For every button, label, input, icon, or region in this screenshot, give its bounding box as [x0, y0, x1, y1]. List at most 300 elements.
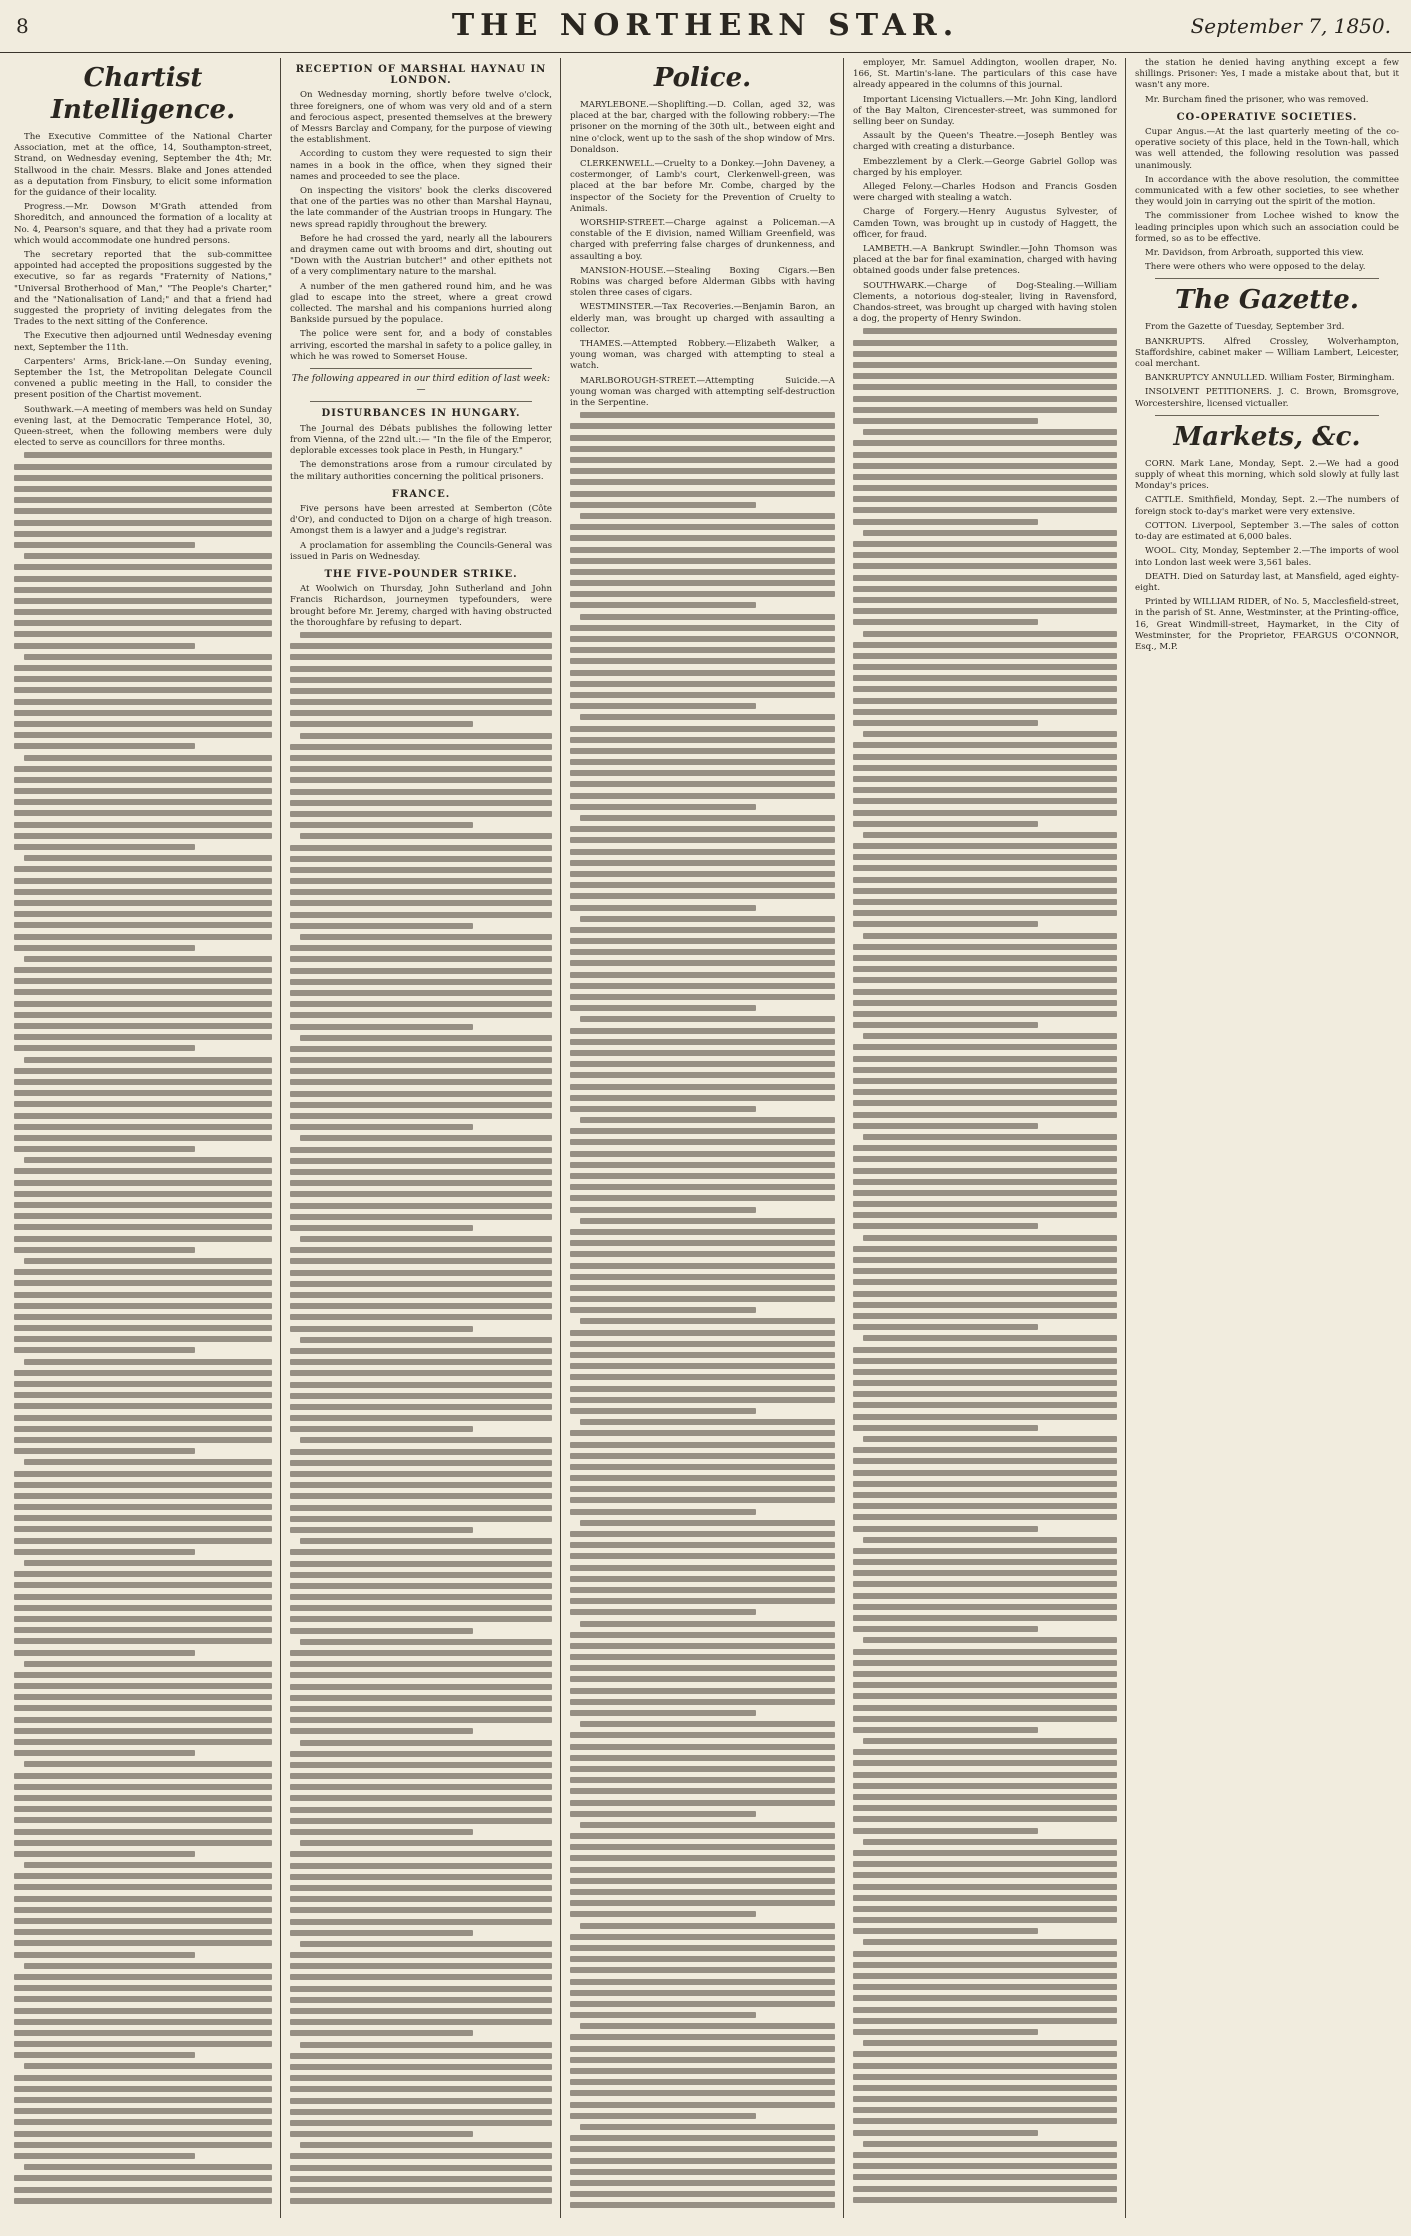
article-paragraph: THAMES.—Attempted Robbery.—Elizabeth Walker, a young woman, was charged with attempting to steal a watch. [570, 339, 835, 372]
text-line [14, 531, 272, 537]
text-line [570, 960, 835, 966]
text-line [14, 620, 272, 626]
text-line [570, 2079, 835, 2085]
text-line [853, 1145, 1117, 1151]
text-line [853, 1884, 1117, 1890]
column-rule [280, 58, 281, 2218]
text-line [570, 703, 756, 709]
text-line [14, 2108, 272, 2114]
text-line [14, 643, 195, 649]
text-line [14, 1907, 272, 1913]
text-line [570, 793, 835, 799]
article-paragraph: the station he denied having anything except a few shillings. Prisoner: Yes, I made a mistake about that, but it wasn't any more. [1135, 58, 1399, 91]
text-line [570, 1598, 835, 1604]
article-paragraph: The demonstrations arose from a rumour circulated by the military authorities concerning the political prisoners. [290, 460, 552, 482]
text-line [853, 810, 1117, 816]
text-line [290, 912, 552, 918]
article-paragraph: Carpenters' Arms, Brick-lane.—On Sunday evening, September the 1st, the Metropolitan Delegate Council convened a public meeting in the Hall, to consider the present position of the Chartist movement. [14, 356, 272, 401]
text-line [14, 1113, 272, 1119]
text-line [14, 810, 272, 816]
text-line [290, 2019, 552, 2025]
text-line [570, 1710, 756, 1716]
text-line [14, 1952, 195, 1958]
text-line [580, 1721, 835, 1727]
text-line [290, 1191, 552, 1197]
text-line [14, 743, 195, 749]
text-line [14, 1381, 272, 1387]
text-line [853, 742, 1117, 748]
text-line [570, 1374, 835, 1380]
text-line [570, 1788, 835, 1794]
text-line [853, 664, 1117, 670]
article-paragraph: Important Licensing Victuallers.—Mr. John King, landlord of the Bay Malton, Cirencester-street, was summoned for selling beer on Sunday. [853, 94, 1117, 128]
text-line [14, 1303, 272, 1309]
text-line [853, 1000, 1117, 1006]
text-line [853, 888, 1117, 894]
text-line [853, 1190, 1117, 1196]
article-paragraph: Charge of Forgery.—Henry Augustus Sylvester, of Camden Town, was brought up in custody of Haggett, the officer, for fraud. [853, 207, 1117, 240]
text-line [14, 1627, 272, 1633]
text-line [570, 2202, 835, 2208]
text-line [570, 1251, 835, 1257]
divider [1155, 278, 1379, 279]
text-line [290, 1751, 552, 1757]
text-line [570, 1688, 835, 1694]
text-line [290, 1549, 552, 1555]
text-line [570, 602, 756, 608]
text-line [853, 1772, 1117, 1778]
text-line [570, 1151, 835, 1157]
text-line [290, 1303, 552, 1309]
text-line [570, 1509, 756, 1515]
text-line [570, 1229, 835, 1235]
text-line [290, 945, 552, 951]
text-line [570, 1654, 835, 1660]
article-paragraph: On inspecting the visitors' book the clerks discovered that one of the parties was no other than Marshal Haynau, the late commander of the Austrian troops in Hungary. The news spread rapidly throughout the brewery. [290, 186, 552, 230]
text-line [14, 1034, 272, 1040]
text-line [853, 1268, 1117, 1274]
text-line [14, 833, 272, 839]
text-line [14, 1638, 272, 1644]
text-line [570, 591, 835, 597]
text-line [570, 1095, 835, 1101]
text-line [853, 843, 1117, 849]
article-paragraph: DEATH. Died on Saturday last, at Mansfield, aged eighty-eight. [1135, 571, 1399, 593]
text-line [290, 800, 552, 806]
text-line [853, 2174, 1117, 2180]
article-paragraph: The police were sent for, and a body of constables arriving, escorted the marshal in safety to a police galley, in which he was rowed to Somerset House. [290, 329, 552, 362]
text-line [290, 1717, 552, 1723]
text-line [14, 1594, 272, 1600]
text-line [24, 1258, 272, 1264]
text-line [853, 440, 1117, 446]
text-line [14, 1280, 272, 1286]
text-line [853, 977, 1117, 983]
article-paragraph: Southwark.—A meeting of members was held on Sunday evening last, at the Democratic Temperance Hotel, 30, Queen-street, when the following members were duly elected to serve as councillors for three months. [14, 404, 272, 449]
text-line [863, 1939, 1117, 1945]
text-line [853, 1995, 1117, 2001]
text-line [853, 1649, 1117, 1655]
text-line [570, 1945, 835, 1951]
text-line [14, 1392, 272, 1398]
text-line [853, 1044, 1117, 1050]
article-paragraph: Mr. Burcham fined the prisoner, who was removed. [1145, 94, 1369, 105]
text-line [570, 681, 835, 687]
text-line [853, 1022, 1038, 1028]
text-line [14, 945, 195, 951]
text-line [853, 2018, 1117, 2024]
text-line [290, 1001, 552, 1007]
text-line [290, 755, 552, 761]
text-line [24, 1057, 272, 1063]
text-line [853, 2163, 1117, 2169]
text-block [570, 412, 835, 2208]
text-line [14, 989, 272, 995]
text-line [290, 1281, 552, 1287]
text-line [14, 699, 272, 705]
text-line [24, 956, 272, 962]
text-line [853, 1112, 1117, 1118]
text-line [570, 2113, 756, 2119]
text-line [14, 1650, 195, 1656]
text-line [14, 911, 272, 917]
text-line [14, 2187, 272, 2193]
article-paragraph: From the Gazette of Tuesday, September 3rd. [1145, 322, 1345, 333]
text-line [14, 978, 272, 984]
text-line [853, 1816, 1117, 1822]
text-line [570, 860, 835, 866]
text-line [570, 1855, 835, 1861]
text-line [290, 1628, 473, 1634]
article-heading: CO-OPERATIVE SOCIETIES. [1176, 111, 1358, 123]
text-line [570, 1665, 835, 1671]
text-line [853, 351, 1117, 357]
text-line [570, 1609, 756, 1615]
text-line [300, 1740, 552, 1746]
text-line [14, 866, 272, 872]
text-line [14, 1549, 195, 1555]
text-line [853, 798, 1117, 804]
text-line [570, 1565, 835, 1571]
text-line [570, 457, 835, 463]
text-line [853, 865, 1117, 871]
text-line [853, 899, 1117, 905]
text-line [290, 2120, 552, 2126]
text-line [853, 1514, 1117, 1520]
text-line [290, 1359, 552, 1365]
newspaper-title: THE NORTHERN STAR. [451, 8, 960, 43]
text-line [14, 2075, 272, 2081]
text-line [14, 844, 195, 850]
text-line [570, 1878, 835, 1884]
text-line [570, 1800, 835, 1806]
text-line [14, 631, 272, 637]
column-rule [560, 58, 561, 2218]
text-line [863, 1738, 1117, 1744]
text-line [570, 658, 835, 664]
text-line [14, 1526, 272, 1532]
text-line [570, 1464, 835, 1470]
text-line [853, 452, 1117, 458]
text-line [290, 1885, 552, 1891]
text-line [14, 520, 272, 526]
text-line [570, 446, 835, 452]
article-paragraph: There were others who were opposed to the delay. [1145, 262, 1366, 273]
text-line [290, 677, 552, 683]
text-line [853, 485, 1117, 491]
text-line [570, 737, 835, 743]
text-line [853, 1805, 1117, 1811]
text-line [300, 1538, 552, 1544]
article-paragraph: WORSHIP-STREET.—Charge against a Policeman.—A constable of the E division, named William Greenfield, was charged with preferring false charges of drunkenness, and assaulting a boy. [570, 218, 835, 262]
text-line [290, 1684, 552, 1690]
text-line [14, 967, 272, 973]
article-paragraph: Alleged Felony.—Charles Hodson and Francis Gosden were charged with stealing a watch. [853, 182, 1117, 204]
text-line [14, 766, 272, 772]
text-line [570, 893, 835, 899]
text-line [570, 1296, 835, 1302]
text-line [853, 1313, 1117, 1319]
text-line [853, 989, 1117, 995]
text-line [853, 1581, 1117, 1587]
text-line [300, 2042, 552, 2048]
article-paragraph: The Executive Committee of the National Charter Association, met at the office, 14, Southampton-street, Strand, on Wednesday evening, September the 4th; Mr. Stallwood in the chair. Messrs. Blake and Jones attended as a deputation from Finsbury, to elicit some information for the guidance of their locality. [14, 132, 272, 199]
text-line [290, 2187, 552, 2193]
text-line [570, 2057, 835, 2063]
text-line [853, 1246, 1117, 1252]
text-line [300, 1337, 552, 1343]
article-paragraph: employer, Mr. Samuel Addington, woollen draper, No. 166, St. Martin's-lane. The particulars of this case have already appeared in the columns of this journal. [853, 58, 1117, 91]
article-paragraph: The Executive then adjourned until Wednesday evening next, September the 11th. [14, 331, 272, 353]
text-line [853, 955, 1117, 961]
text-line [290, 1605, 552, 1611]
text-line [853, 619, 1038, 625]
divider [310, 368, 532, 369]
text-line [570, 1173, 835, 1179]
text-line [14, 900, 272, 906]
text-line [853, 1425, 1038, 1431]
text-line [14, 1236, 272, 1242]
text-line [290, 1482, 552, 1488]
text-line [853, 1100, 1117, 1106]
text-line [863, 631, 1117, 637]
text-line [290, 1370, 552, 1376]
text-line [14, 2119, 272, 2125]
text-line [14, 1437, 272, 1443]
text-line [853, 1470, 1117, 1476]
text-line [290, 1068, 552, 1074]
text-line [853, 1615, 1117, 1621]
text-line [853, 1626, 1038, 1632]
text-line [853, 1156, 1117, 1162]
text-line [853, 910, 1117, 916]
text-line [290, 1963, 552, 1969]
text-line [570, 1397, 835, 1403]
text-line [14, 1873, 272, 1879]
page-number: 8 [16, 14, 29, 38]
text-line [853, 1201, 1117, 1207]
text-line [290, 2098, 552, 2104]
text-line [300, 833, 552, 839]
text-line [24, 855, 272, 861]
text-line [570, 849, 835, 855]
text-line [300, 934, 552, 940]
text-line [14, 564, 272, 570]
text-line [580, 714, 835, 720]
text-line [14, 1974, 272, 1980]
text-line [570, 1956, 835, 1962]
text-line [570, 1050, 835, 1056]
text-line [290, 1314, 552, 1320]
text-line [290, 2086, 552, 2092]
text-line [853, 1212, 1117, 1218]
article-heading: RECEPTION OF MARSHAL HAYNAU IN LONDON. [295, 64, 547, 87]
text-line [853, 2074, 1117, 2080]
text-line [570, 2001, 835, 2007]
text-line [14, 822, 272, 828]
text-line [14, 1582, 272, 1588]
text-line [14, 1728, 272, 1734]
text-line [290, 1415, 552, 1421]
text-line [290, 923, 473, 929]
text-line [290, 1863, 552, 1869]
text-line [290, 1986, 552, 1992]
text-line [570, 905, 756, 911]
text-line [290, 1180, 552, 1186]
text-line [570, 826, 835, 832]
text-line [290, 777, 552, 783]
text-line [853, 1078, 1117, 1084]
text-line [290, 990, 552, 996]
section-heading: Markets, &c. [1173, 421, 1361, 452]
text-line [570, 1072, 835, 1078]
text-line [863, 1637, 1117, 1643]
text-line [853, 384, 1117, 390]
text-line [290, 1158, 552, 1164]
text-line [853, 2085, 1117, 2091]
text-line [853, 1168, 1117, 1174]
text-line [863, 731, 1117, 737]
text-line [570, 1542, 835, 1548]
text-line [570, 2146, 835, 2152]
article-paragraph: MARYLEBONE.—Shoplifting.—D. Collan, aged 32, was placed at the bar, charged with the following robbery:—The prisoner on the morning of the 30th ult., between eight and nine o'clock, went up to the sash of the shop window of Mrs. Donaldson. [570, 100, 835, 155]
text-line [290, 1896, 552, 1902]
text-line [570, 1386, 835, 1392]
text-line [853, 1570, 1117, 1576]
text-line [14, 1538, 272, 1544]
text-line [853, 1872, 1117, 1878]
text-line [570, 1867, 835, 1873]
text-line [853, 1973, 1117, 1979]
text-line [14, 1985, 272, 1991]
text-line [24, 755, 272, 761]
text-line [570, 1039, 835, 1045]
text-line [570, 1911, 756, 1917]
text-line [853, 1347, 1117, 1353]
text-line [24, 654, 272, 660]
text-line [570, 1263, 835, 1269]
text-line [853, 944, 1117, 950]
article-paragraph: WOOL. City, Monday, September 2.—The imports of wool into London last week were 3,561 bales. [1135, 546, 1399, 568]
column-3 [570, 58, 835, 2218]
article-paragraph: WESTMINSTER.—Tax Recoveries.—Benjamin Baron, an elderly man, was brought up charged with assaulting a collector. [570, 302, 835, 335]
text-line [290, 1594, 552, 1600]
text-line [853, 854, 1117, 860]
text-line [853, 1850, 1117, 1856]
text-line [300, 1135, 552, 1141]
text-line [853, 821, 1038, 827]
text-line [14, 1739, 272, 1745]
text-line [853, 1369, 1117, 1375]
text-line [570, 1576, 835, 1582]
text-line [14, 1773, 272, 1779]
text-line [853, 1716, 1117, 1722]
text-line [853, 675, 1117, 681]
text-line [24, 1661, 272, 1667]
text-line [853, 1760, 1117, 1766]
text-line [853, 1302, 1117, 1308]
text-line [853, 541, 1117, 547]
text-line [290, 2198, 552, 2204]
text-line [853, 575, 1117, 581]
text-line [853, 1794, 1117, 1800]
text-line [570, 1352, 835, 1358]
text-line [290, 856, 552, 862]
text-line [290, 766, 552, 772]
text-line [570, 625, 835, 631]
text-line [290, 2075, 552, 2081]
article-paragraph: Progress.—Mr. Dowson M'Grath attended from Shoreditch, and announced the formation of a locality at No. 4, Pearson's square, and that they had a private room which would accommodate one hundred persons. [14, 202, 272, 246]
text-line [853, 1089, 1117, 1095]
text-line [853, 1402, 1117, 1408]
text-line [580, 916, 835, 922]
text-line [24, 1359, 272, 1365]
article-paragraph: At Woolwich on Thursday, John Sutherland and John Francis Richardson, journeymen typefounders, were brought before Mr. Jeremy, charged with having obstructed the thoroughfare by refusing to depart. [290, 584, 552, 628]
text-line [570, 938, 835, 944]
text-line [853, 2063, 1117, 2069]
text-line [570, 1979, 835, 1985]
column-rule [843, 58, 844, 2218]
text-line [853, 1951, 1117, 1957]
text-line [290, 889, 552, 895]
text-line [14, 687, 272, 693]
text-line [853, 1358, 1117, 1364]
text-line [14, 1336, 272, 1342]
text-line [290, 878, 552, 884]
text-line [570, 972, 835, 978]
text-line [853, 921, 1038, 927]
text-line [290, 1661, 552, 1667]
printer-imprint: Printed by WILLIAM RIDER, of No. 5, Macclesfield-street, in the parish of St. Anne, Westminster, at the Printing-office, 16, Great Windmill-street, Haymarket, in the City of Westminster, for the Proprietor, FEARGUS O'CONNOR, Esq., M.P. [1135, 597, 1399, 652]
text-line [14, 1403, 272, 1409]
text-line [570, 2034, 835, 2040]
text-line [570, 1900, 835, 1906]
text-block [14, 452, 272, 2203]
text-line [24, 1157, 272, 1163]
text-line [853, 1223, 1038, 1229]
text-line [863, 1335, 1117, 1341]
text-line [863, 1134, 1117, 1140]
text-line [14, 2153, 195, 2159]
text-line [290, 1247, 552, 1253]
text-line [570, 1084, 835, 1090]
text-line [290, 1012, 552, 1018]
text-line [290, 1471, 552, 1477]
text-line [290, 1258, 552, 1264]
text-line [14, 710, 272, 716]
text-line [853, 1179, 1117, 1185]
text-line [14, 1605, 272, 1611]
